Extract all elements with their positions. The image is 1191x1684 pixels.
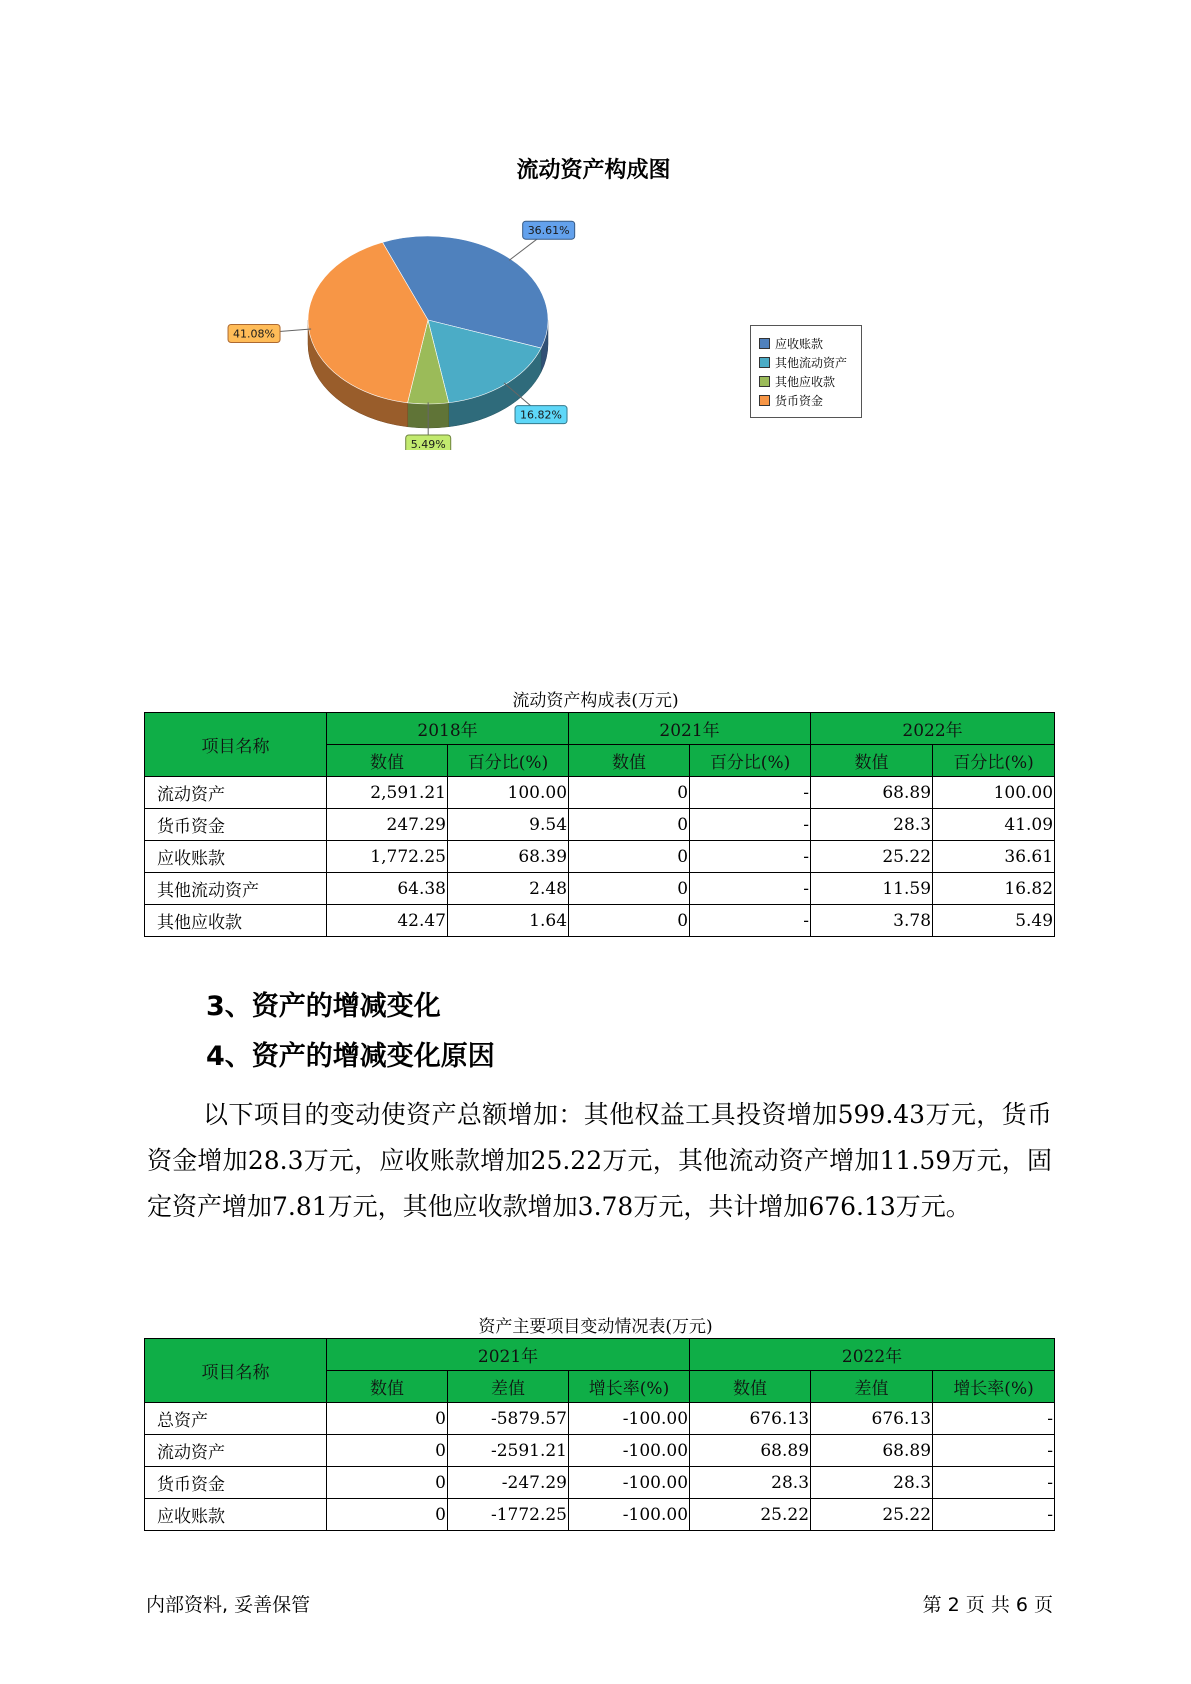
cell: - xyxy=(690,841,811,873)
cell: 68.89 xyxy=(690,1435,811,1467)
row-name: 总资产 xyxy=(145,1403,327,1435)
legend-item xyxy=(759,391,861,410)
header-sub: 百分比(%) xyxy=(690,745,811,777)
header-year: 2022年 xyxy=(811,713,1055,745)
pie-data-label: 5.49% xyxy=(410,437,446,450)
table1-caption: 流动资产构成表(万元) xyxy=(512,691,679,711)
cell: 0 xyxy=(569,873,690,905)
legend-swatch xyxy=(759,357,770,368)
cell: 68.89 xyxy=(811,777,933,809)
cell: 25.22 xyxy=(811,1499,933,1531)
header-year: 2021年 xyxy=(327,1339,690,1371)
header-sub: 数值 xyxy=(690,1371,811,1403)
header-sub: 数值 xyxy=(569,745,690,777)
cell: - xyxy=(933,1499,1055,1531)
row-name: 其他应收款 xyxy=(145,905,327,937)
row-name: 应收账款 xyxy=(145,1499,327,1531)
section-heading-3: 3、资产的增减变化 xyxy=(206,991,441,1022)
pie-data-label: 16.82% xyxy=(520,408,562,422)
section-heading-4: 4、资产的增减变化原因 xyxy=(206,1041,495,1072)
cell: 41.09 xyxy=(933,809,1055,841)
cell: - xyxy=(690,873,811,905)
cell: 0 xyxy=(569,841,690,873)
table-row xyxy=(145,809,1055,841)
pie-data-label: 41.08% xyxy=(233,327,276,341)
table-row xyxy=(145,841,1055,873)
row-name: 流动资产 xyxy=(145,1435,327,1467)
row-name: 其他流动资产 xyxy=(145,873,327,905)
header-sub: 差值 xyxy=(811,1371,933,1403)
cell: 36.61 xyxy=(933,841,1055,873)
cell: 0 xyxy=(569,809,690,841)
cell: -2591.21 xyxy=(448,1435,569,1467)
header-sub: 增长率(%) xyxy=(569,1371,690,1403)
cell: 68.39 xyxy=(448,841,569,873)
table-row xyxy=(145,1403,1055,1435)
cell: 1,772.25 xyxy=(327,841,448,873)
cell: 100.00 xyxy=(448,777,569,809)
table-row xyxy=(145,905,1055,937)
table-row xyxy=(145,1499,1055,1531)
header-sub: 差值 xyxy=(448,1371,569,1403)
chart-legend xyxy=(750,325,862,418)
legend-swatch xyxy=(759,376,770,387)
cell: 3.78 xyxy=(811,905,933,937)
cell: 0 xyxy=(569,905,690,937)
cell: - xyxy=(690,777,811,809)
table-row xyxy=(145,1467,1055,1499)
cell: 11.59 xyxy=(811,873,933,905)
cell: -1772.25 xyxy=(448,1499,569,1531)
header-sub: 百分比(%) xyxy=(448,745,569,777)
cell: 2,591.21 xyxy=(327,777,448,809)
chart-title: 流动资产构成图 xyxy=(516,158,671,183)
table2-caption: 资产主要项目变动情况表(万元) xyxy=(478,1317,713,1337)
cell: 28.3 xyxy=(811,809,933,841)
header-item-name: 项目名称 xyxy=(145,713,327,777)
cell: 28.3 xyxy=(811,1467,933,1499)
cell: 247.29 xyxy=(327,809,448,841)
cell: 0 xyxy=(327,1435,448,1467)
cell: 2.48 xyxy=(448,873,569,905)
footer-page-number: 第 2 页 共 6 页 xyxy=(922,1594,1053,1616)
header-sub: 百分比(%) xyxy=(933,745,1055,777)
legend-swatch xyxy=(759,338,770,349)
header-year: 2022年 xyxy=(690,1339,1055,1371)
cell: 676.13 xyxy=(811,1403,933,1435)
header-sub: 增长率(%) xyxy=(933,1371,1055,1403)
cell: 28.3 xyxy=(690,1467,811,1499)
cell: -5879.57 xyxy=(448,1403,569,1435)
row-name: 货币资金 xyxy=(145,809,327,841)
asset-change-table xyxy=(144,1338,1055,1531)
legend-label: 货币资金 xyxy=(775,394,824,408)
legend-item xyxy=(759,372,861,391)
cell: 0 xyxy=(569,777,690,809)
cell: 64.38 xyxy=(327,873,448,905)
cell: -100.00 xyxy=(569,1467,690,1499)
header-year: 2021年 xyxy=(569,713,811,745)
table-row xyxy=(145,873,1055,905)
footer-confidential: 内部资料, 妥善保管 xyxy=(146,1594,311,1616)
cell: 25.22 xyxy=(690,1499,811,1531)
cell: 0 xyxy=(327,1467,448,1499)
pie-chart xyxy=(0,180,700,450)
cell: 1.64 xyxy=(448,905,569,937)
header-year: 2018年 xyxy=(327,713,569,745)
cell: 5.49 xyxy=(933,905,1055,937)
cell: 0 xyxy=(327,1499,448,1531)
header-sub: 数值 xyxy=(327,745,448,777)
legend-label: 其他流动资产 xyxy=(775,356,848,370)
body-paragraph: 以下项目的变动使资产总额增加：其他权益工具投资增加599.43万元，货币资金增加28.3万元，应收账款增加25.22万元，其他流动资产增加11.59万元，固定资产增加7.81万元，其他应收款增加3.78万元，共计增加676.13万元。 xyxy=(147,1100,1052,1221)
legend-label: 应收账款 xyxy=(775,337,824,351)
cell: 676.13 xyxy=(690,1403,811,1435)
cell: -100.00 xyxy=(569,1499,690,1531)
table-row xyxy=(145,1435,1055,1467)
cell: -247.29 xyxy=(448,1467,569,1499)
cell: - xyxy=(933,1467,1055,1499)
legend-label: 其他应收款 xyxy=(775,375,836,389)
header-sub: 数值 xyxy=(811,745,933,777)
cell: 68.89 xyxy=(811,1435,933,1467)
cell: - xyxy=(690,905,811,937)
row-name: 流动资产 xyxy=(145,777,327,809)
cell: 9.54 xyxy=(448,809,569,841)
legend-item xyxy=(759,334,861,353)
legend-item xyxy=(759,353,861,372)
header-item-name: 项目名称 xyxy=(145,1339,327,1403)
row-name: 应收账款 xyxy=(145,841,327,873)
legend-swatch xyxy=(759,395,770,406)
cell: -100.00 xyxy=(569,1435,690,1467)
cell: 100.00 xyxy=(933,777,1055,809)
cell: 42.47 xyxy=(327,905,448,937)
table-row xyxy=(145,777,1055,809)
current-assets-table xyxy=(144,712,1055,937)
cell: - xyxy=(690,809,811,841)
cell: 0 xyxy=(327,1403,448,1435)
cell: 25.22 xyxy=(811,841,933,873)
cell: 16.82 xyxy=(933,873,1055,905)
row-name: 货币资金 xyxy=(145,1467,327,1499)
cell: - xyxy=(933,1435,1055,1467)
pie-data-label: 36.61% xyxy=(527,224,570,238)
cell: - xyxy=(933,1403,1055,1435)
header-sub: 数值 xyxy=(327,1371,448,1403)
cell: -100.00 xyxy=(569,1403,690,1435)
